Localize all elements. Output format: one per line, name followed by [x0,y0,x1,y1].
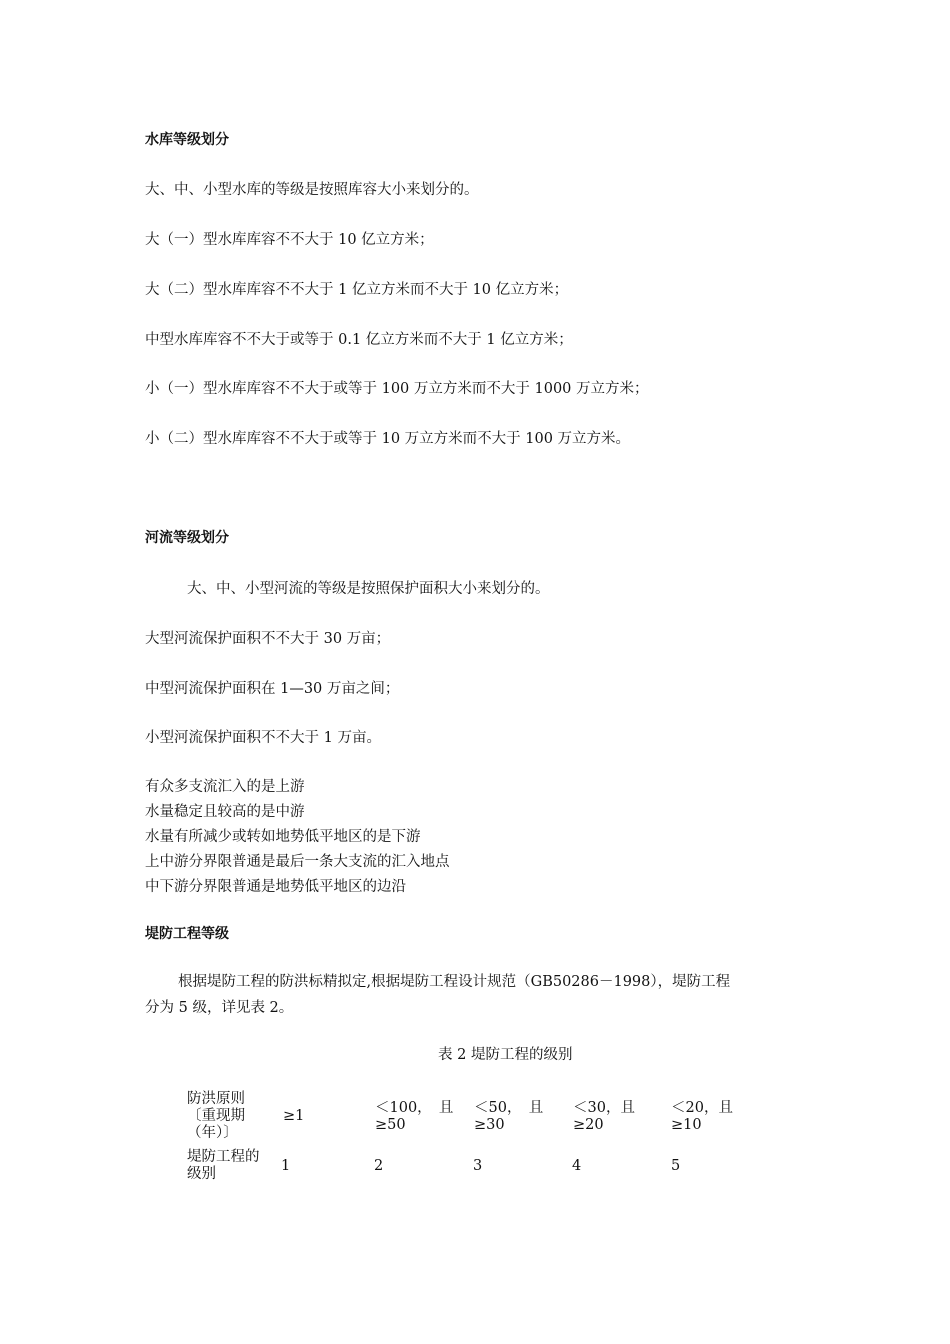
reach-line-3: 水量有所减少或转如地势低平地区的是下游 [145,829,421,845]
reservoir-line-4: 小（一）型水库库容不不大于或等于 100 万立方米而不大于 1000 万立方米； [145,381,649,397]
row2-header-line: 堤防工程的 [187,1149,260,1165]
cell-line: ≥30 [474,1117,505,1133]
cell-line: ≥50 [375,1117,406,1133]
cell-line: ＜30，且 [573,1100,635,1116]
row2-cell-1: 1 [281,1158,291,1174]
cell-line: ≥10 [671,1117,702,1133]
cell-line: ＜20，且 [671,1100,733,1116]
reservoir-heading: 水库等级划分 [145,132,229,148]
row2-header-line: 级别 [187,1166,216,1182]
reservoir-line-2: 大（二）型水库库容不不大于 1 亿立方米而不大于 10 亿立方米； [145,282,569,298]
row2-cell-3: 3 [473,1158,483,1174]
river-intro: 大、中、小型河流的等级是按照保护面积大小来划分的。 [187,581,550,597]
row2-cell-4: 4 [572,1158,582,1174]
row1-cell-1 [283,1108,304,1125]
cell-line: ≥1 [283,1108,305,1124]
reach-line-4: 上中游分界限普通是最后一条大支流的汇入地点 [145,854,450,870]
cell-line: ＜50， 且 [474,1100,544,1116]
reservoir-line-3: 中型水库库容不不大于或等于 0.1 亿立方米而不大于 1 亿立方米； [145,332,573,348]
table-caption: 表 2 堤防工程的级别 [438,1047,573,1063]
reach-line-1: 有众多支流汇入的是上游 [145,779,305,795]
reservoir-line-5: 小（二）型水库库容不不大于或等于 10 万立方米而不大于 100 万立方米。 [145,431,631,447]
row2-header [187,1149,260,1183]
levee-paragraph-line-1: 根据堤防工程的防洪标精拟定,根据堤防工程设计规范（GB50286－1998），堤防工程 [178,974,731,990]
row1-header-line: 〔重现期 [187,1108,245,1124]
levee-heading: 堤防工程等级 [145,926,229,942]
row1-header-line: （年）〕 [187,1125,238,1141]
river-line-1: 大型河流保护面积不不大于 30 万亩； [145,631,391,647]
levee-paragraph-line-2: 分为 5 级，详见表 2。 [145,1000,294,1016]
row1-cell-2 [375,1100,453,1134]
reservoir-line-1: 大（一）型水库库容不不大于 10 亿立方米； [145,232,434,248]
cell-line: ≥20 [573,1117,604,1133]
river-line-3: 小型河流保护面积不不大于 1 万亩。 [145,730,381,746]
row1-cell-5 [671,1100,733,1134]
river-line-2: 中型河流保护面积在 1—30 万亩之间； [145,681,400,697]
reach-line-2: 水量稳定且较高的是中游 [145,804,305,820]
river-heading: 河流等级划分 [145,530,229,546]
row1-header [187,1091,245,1142]
row2-cell-5: 5 [671,1158,681,1174]
row1-cell-4 [573,1100,635,1134]
cell-line: ＜100， 且 [375,1100,454,1116]
reservoir-intro: 大、中、小型水库的等级是按照库容大小来划分的。 [145,182,479,198]
row2-cell-2: 2 [374,1158,384,1174]
row1-cell-3 [474,1100,543,1134]
reach-line-5: 中下游分界限普通是地势低平地区的边沿 [145,879,406,895]
row1-header-line: 防洪原则 [187,1091,245,1107]
